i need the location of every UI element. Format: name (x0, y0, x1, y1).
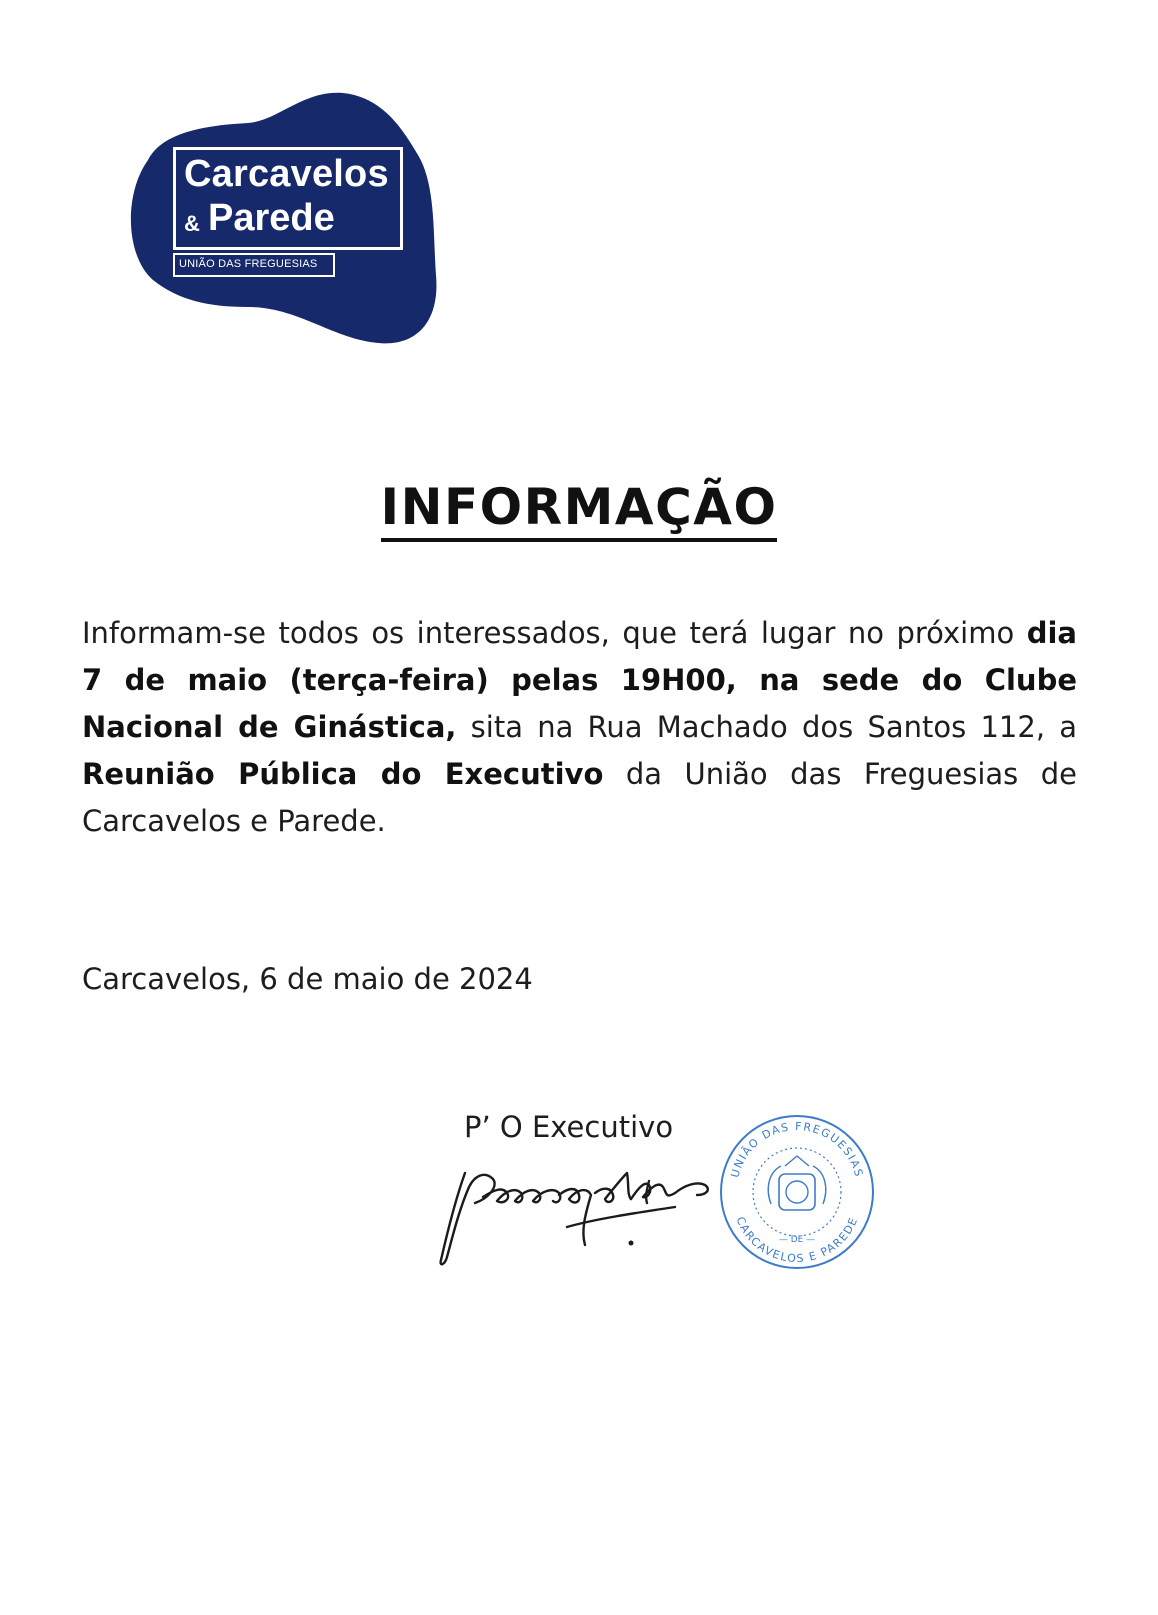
logo-text-parede: Parede (208, 197, 335, 239)
seal-bottom-text: CARCAVELOS E PAREDE (733, 1214, 861, 1266)
svg-text:UNIÃO DAS FREGUESIAS (728, 1120, 865, 1179)
logo-ampersand: & (184, 211, 200, 236)
document-title (0, 478, 1158, 536)
para-meeting-name: Reunião Pública do Executivo (82, 757, 604, 791)
union-logo (118, 85, 448, 355)
announcement-paragraph (82, 610, 1077, 845)
para-closing: da União das Freguesias de Carcavelos e Parede. (82, 757, 1077, 838)
seal-middle-text: — DE — (778, 1235, 816, 1245)
seal-top-text: UNIÃO DAS FREGUESIAS (728, 1119, 866, 1180)
logo-text-carcavelos: Carcavelos (184, 153, 389, 195)
signer-label: P’ O Executivo (464, 1110, 674, 1144)
document-title-text: INFORMAÇÃO (381, 478, 778, 542)
para-address: sita na Rua Machado dos Santos 112, a (470, 710, 1078, 744)
para-date-venue: dia 7 de maio (terça-feira) pelas 19H00, na sede do Clube Nacional de Ginástica, (82, 616, 1077, 744)
official-seal-stamp (715, 1108, 880, 1273)
handwritten-signature (435, 1165, 735, 1275)
logo-tagline: UNIÃO DAS FREGUESIAS (179, 258, 318, 270)
para-intro: Informam-se todos os interessados, que terá lugar no próximo (82, 616, 1015, 650)
document-date: Carcavelos, 6 de maio de 2024 (82, 962, 533, 996)
